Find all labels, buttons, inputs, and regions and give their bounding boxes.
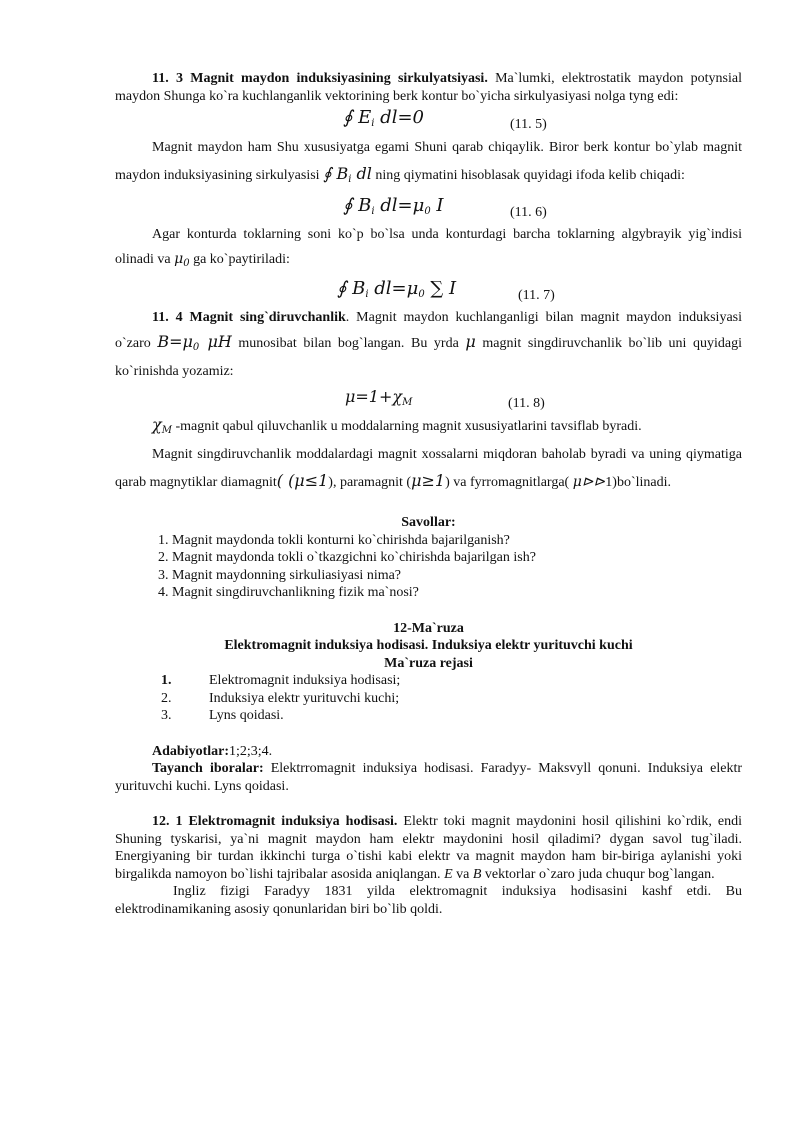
- paragraph-susceptibility: $\chi_M$ -magnit qabul qiluvchanlik u moddalarning magnit xususiyatlarini tavsiflab byradi.: [152, 415, 642, 436]
- equation-number: (11. 5): [510, 117, 547, 132]
- equation-11-7: ∮ $B_i$ $dl=\mu_0$ ∑ I (11. 7): [337, 278, 555, 303]
- paragraph-11-3: [115, 70, 742, 105]
- lecture-title: Elektromagnit induksiya hodisasi. Induksiya elektr yurituvchi kuchi: [224, 638, 633, 653]
- list-item: 3. Magnit maydonning sirkuliasiyasi nima?: [158, 567, 402, 583]
- questions-title: Savollar:: [401, 515, 456, 530]
- plan-title: Ma`ruza rejasi: [384, 655, 473, 671]
- paragraph-12-1: 12. 1 Elektromagnit induksiya hodisasi. Elektr toki magnit maydonini hosil qilishini ko`rdik, endi Shuning tyskarisi, ya`ni magnit maydon ham elektr maydonini hosil qiladimi? dygan savol tug`iladi. Energiyaning bir turdan ikkinchi turga o`tishi kabi elektr va magnit maydon ham bir-biriga aylanishi yoki birgalikda namoyon bo`lishi tajribalar asosida aniqlangan. E va B vektorlar o`zaro juda chuqur bog`langan.: [115, 814, 742, 882]
- paragraph-sum-currents: Agar konturda toklarning soni ko`p bo`lsa unda konturdagi barcha toklarning algybrayik yig`indisi olinadi va $\mu_0$ ga ko`paytiriladi:: [115, 227, 742, 269]
- section-heading-11-3: 11. 3 Magnit maydon induksiyasining sirkulyatsiyasi.: [152, 71, 488, 86]
- list-item: 4. Magnit singdiruvchanlikning fizik ma`nosi?: [158, 585, 419, 600]
- inline-formula: ∮ $B_i$ dl: [323, 164, 372, 185]
- list-item: 1. Magnit maydonda tokli konturni ko`chirishda bajarilganish?: [158, 532, 510, 548]
- list-item: 2. Magnit maydonda tokli o`tkazgichni ko`chirishda bajarilgan ish?: [158, 550, 536, 565]
- equation-number: (11. 8): [508, 396, 545, 411]
- mu-zero: $\mu_0$: [174, 251, 190, 269]
- list-item: 1. Elektromagnit induksiya hodisasi;: [161, 673, 401, 688]
- section-heading-12-1: 12. 1 Elektromagnit induksiya hodisasi.: [152, 814, 398, 829]
- equation-number: (11. 6): [510, 205, 547, 220]
- paragraph-circulation: Magnit maydon ham Shu xususiyatga egami Shuni qarab chiqaylik. Biror berk kontur bo`ylab magnit maydon induksiyasining sirkulyasisi ∮ $B_i$ dl ning qiymatini hisoblasak quyidagi ifoda kelib chiqadi:: [115, 140, 742, 185]
- lecture-plan: [161, 672, 742, 725]
- lecture-number: 12-Ma`ruza: [393, 620, 464, 636]
- paragraph-text: Ma`lumki, elektrostatik maydon potynsial maydon Shunga ko`ra kuchlanganlik vektorining berk kontur bo`yicha sirkulyasiyasi nolga tyng edi:: [115, 71, 742, 104]
- keywords: Tayanch iboralar: Elektrromagnit induksiya hodisasi. Faradyy- Maksvyll qonuni. Induksiya elektr yurituvchi kuchi. Lyns qoidasi.: [115, 761, 742, 794]
- questions-list: [115, 532, 742, 602]
- section-heading-11-4: 11. 4 Magnit sing`diruvchanlik: [152, 310, 346, 325]
- equation-11-5: ∮ $E_i$ dl=0 (11. 5): [343, 107, 547, 132]
- paragraph-11-4: 11. 4 Magnit sing`diruvchanlik. Magnit maydon kuchlanganligi bilan magnit maydon induksiyasi o`zaro $B=\mu_0$ μH munosibat bilan bog`langan. Bu yrda μ magnit singdiruvchanlik bo`lib uni quyidagi ko`rinishda yozamiz:: [115, 310, 743, 379]
- list-item: 2. Induksiya elektr yurituvchi kuchi;: [161, 690, 400, 706]
- inline-formula: $B=\mu_0$ μH: [157, 332, 232, 353]
- equation-11-6: ∮ $B_i$ $dl=\mu_0$ I (11. 6): [343, 195, 547, 220]
- paragraph-magnet-types: Magnit singdiruvchanlik moddalardagi magnit xossalarni miqdoran baholab byradi va uning qiymatiga qarab magnytiklar diamagnit( (μ≤1), paramagnit (μ≥1) va fyrromagnitlarga( μ⊳⊳1)bo`linadi.: [115, 447, 742, 490]
- paragraph-faraday: Ingliz fizigi Faradyy 1831 yilda elektromagnit induksiya hodisasini kashf etdi. Bu elektrodinamikaning asosiy qonunlaridan biri bo`lib qoldi.: [115, 884, 742, 917]
- equation-11-8: $\mu=1+\chi_M$ (11. 8): [345, 387, 545, 411]
- document-page: [115, 70, 742, 918]
- equation-number: (11. 7): [518, 288, 555, 303]
- mu-symbol: μ: [465, 332, 476, 351]
- list-item: 3. Lyns qoidasi.: [161, 708, 284, 723]
- literature: Adabiyotlar:1;2;3;4.: [152, 743, 273, 759]
- chi-symbol: $\chi_M$: [152, 415, 172, 436]
